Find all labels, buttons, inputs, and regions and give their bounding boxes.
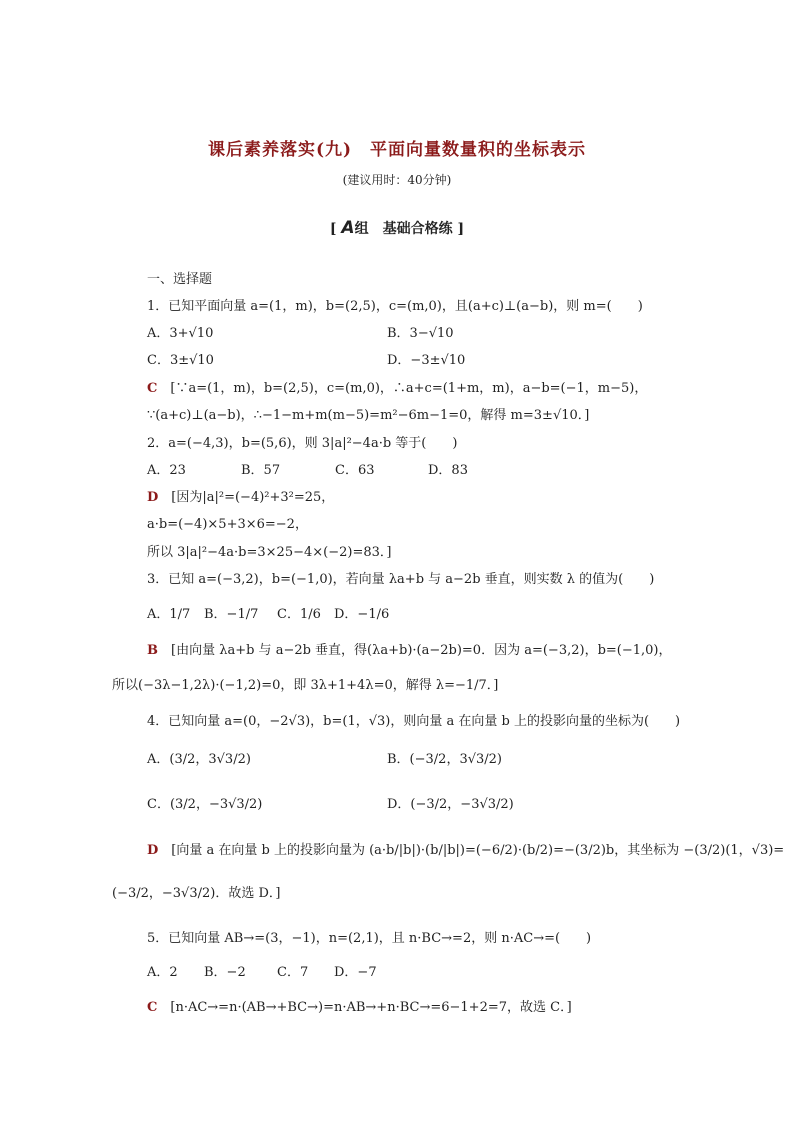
q4-sol1: [向量 a 在向量 b 上的投影向量为 (a·b/|b|)·(b/|b|)=(−6/2)·(b/2)=−(3/2)b，其坐标为 −(3/2)(1，√3)= xyxy=(171,843,785,858)
q2-option-d: D．83 xyxy=(428,463,468,478)
group-heading xyxy=(0,220,794,237)
bracket-open: [ xyxy=(329,221,337,237)
q1-solution-line2: ∵(a+c)⊥(a−b)，∴−1−m+m(m−5)=m²−6m−1=0，解得 m=3±√10．] xyxy=(147,408,590,423)
q3-option-b: B．−1/7 xyxy=(204,607,259,622)
q4-option-a: A．(3/2，3√3/2) xyxy=(147,752,251,767)
q2-sol1: [因为|a|²=(−4)²+3²=25， xyxy=(171,490,335,505)
q1-option-b: B．3−√10 xyxy=(387,326,454,341)
q3-solution-line2: 所以(−3λ−1,2λ)·(−1,2)=0，即 3λ+1+4λ=0，解得 λ=−1/7．] xyxy=(112,678,499,693)
q3-option-c: C．1/6 xyxy=(277,607,321,622)
q2-answer: D xyxy=(147,490,159,505)
q3-sol1: [由向量 λa+b 与 a−2b 垂直，得(λa+b)·(a−2b)=0．因为 a=(−3,2)，b=(−1,0)， xyxy=(171,643,672,658)
bracket-close: ] xyxy=(457,221,465,237)
q5-option-b: B．−2 xyxy=(204,965,246,980)
q5-stem: 5．已知向量 AB→=(3，−1)，n=(2,1)，且 n·BC→=2，则 n·AC→=( ) xyxy=(147,931,592,946)
q1-sol1: [∵a=(1，m)，b=(2,5)，c=(m,0)，∴a+c=(1+m，m)，a−b=(−1，m−5)， xyxy=(170,381,648,396)
q3-option-a: A．1/7 xyxy=(147,607,191,622)
section-heading: 一、选择题 xyxy=(147,272,213,287)
q3-stem: 3．已知 a=(−3,2)，b=(−1,0)，若向量 λa+b 与 a−2b 垂直，则实数 λ 的值为( ) xyxy=(147,572,655,587)
q1-option-a: A．3+√10 xyxy=(147,326,214,341)
q1-answer: C xyxy=(147,381,158,396)
q1-option-d: D．−3±√10 xyxy=(387,353,466,368)
q1-solution-line1 xyxy=(147,381,647,397)
q3-option-d: D．−1/6 xyxy=(334,607,390,622)
q1-option-c: C．3±√10 xyxy=(147,353,214,368)
q4-solution-line1 xyxy=(147,843,784,859)
q3-answer: B xyxy=(147,643,158,658)
q3-solution-line1 xyxy=(147,643,672,659)
q2-option-c: C．63 xyxy=(335,463,375,478)
q5-sol1: [n·AC→=n·(AB→+BC→)=n·AB→+n·BC→=6−1+2=7，故选 C．] xyxy=(170,1000,572,1015)
q5-option-c: C．7 xyxy=(277,965,309,980)
page-title: 课后素养落实(九) 平面向量数量积的坐标表示 xyxy=(207,140,587,160)
q1-stem: 1．已知平面向量 a=(1，m)，b=(2,5)，c=(m,0)，且(a+c)⊥(a−b)，则 m=( ) xyxy=(147,299,643,314)
group-letter: A xyxy=(341,218,355,238)
q2-option-a: A．23 xyxy=(147,463,186,478)
q2-option-b: B．57 xyxy=(241,463,281,478)
q4-option-b: B．(−3/2，3√3/2) xyxy=(387,752,502,767)
q5-solution-line1 xyxy=(147,1000,572,1016)
q4-stem: 4．已知向量 a=(0，−2√3)，b=(1，√3)，则向量 a 在向量 b 上的投影向量的坐标为( ) xyxy=(147,714,681,729)
q2-stem: 2．a=(−4,3)，b=(5,6)，则 3|a|²−4a·b 等于( ) xyxy=(147,436,458,451)
q4-answer: D xyxy=(147,843,159,858)
q5-option-a: A．2 xyxy=(147,965,178,980)
q5-option-d: D．−7 xyxy=(334,965,377,980)
q5-answer: C xyxy=(147,1000,158,1015)
group-label: 组 基础合格练 xyxy=(354,221,453,237)
q4-solution-line2: (−3/2，−3√3/2)．故选 D．] xyxy=(112,886,281,901)
q2-solution-line2: a·b=(−4)×5+3×6=−2， xyxy=(147,517,308,532)
q2-solution-line1 xyxy=(147,490,334,506)
q4-option-c: C．(3/2，−3√3/2) xyxy=(147,797,263,812)
time-hint: (建议用时：40分钟) xyxy=(342,173,452,187)
q2-solution-line3: 所以 3|a|²−4a·b=3×25−4×(−2)=83．] xyxy=(147,545,392,560)
q4-option-d: D．(−3/2，−3√3/2) xyxy=(387,797,514,812)
